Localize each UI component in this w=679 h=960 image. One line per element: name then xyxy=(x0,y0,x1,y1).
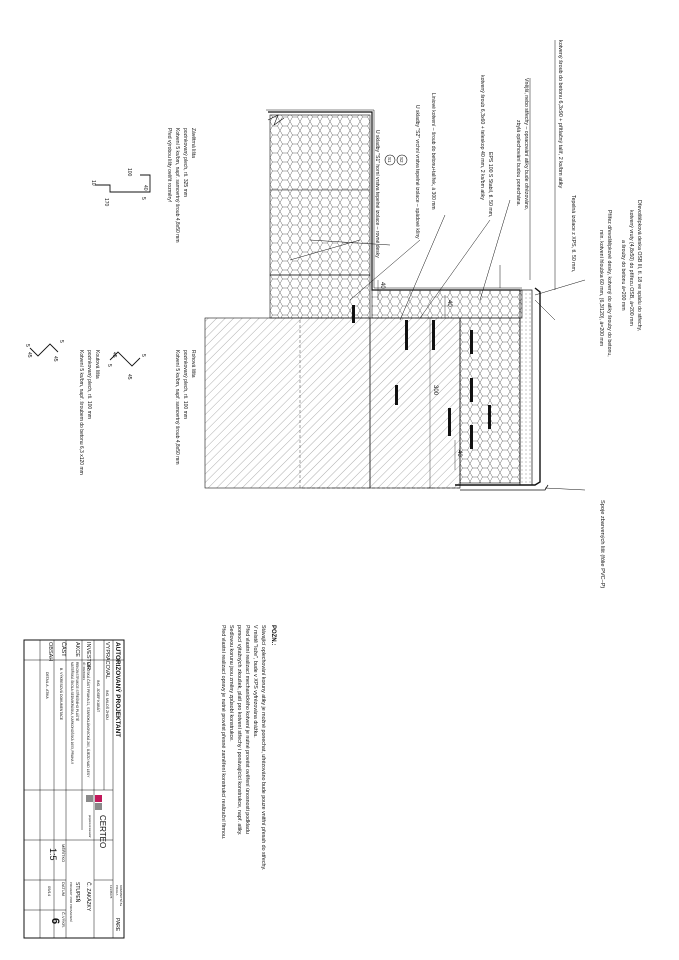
svg-text:S1: S1 xyxy=(387,157,392,163)
tb-meritko-label: MĚŘÍTKO xyxy=(61,844,66,863)
tb-obsah-value: DETAIL A - ATIKA xyxy=(45,672,49,699)
svg-text:5: 5 xyxy=(106,364,112,367)
concrete-slab xyxy=(205,318,370,488)
osb-board xyxy=(520,290,532,485)
svg-text:pozinkovaný plech, rš. 100 mm: pozinkovaný plech, rš. 100 mm xyxy=(86,350,92,419)
dim-40-b: 40 xyxy=(456,450,462,457)
svg-text:10: 10 xyxy=(90,180,96,186)
callout-kotveny-teleskop: kotvený šroub 6,3x60 + teleskop 40 mm, 2 ks/bm atiky xyxy=(479,75,485,200)
profile-zavetrna-title: Závětrná lišta xyxy=(190,128,196,159)
svg-text:5: 5 xyxy=(58,340,64,343)
tb-header-name: ING. MILOŠ ZHOU xyxy=(105,690,109,720)
tb-akce-line2: MATEŘSKÁ ŠKOLA SEDMIKRÁSKA, KARKONOŠSKÁ 1653, PRAHA 9 xyxy=(70,662,74,764)
notes-title: POZN.: xyxy=(270,625,276,646)
note-3: Před vlastní realizací mechanického kotvení je nutné provést ověření únosnosti podkladu xyxy=(244,625,250,834)
svg-text:45: 45 xyxy=(126,374,132,380)
svg-text:45: 45 xyxy=(52,356,58,362)
svg-text:pozinkovaný plech, rš. 325 mm: pozinkovaný plech, rš. 325 mm xyxy=(182,128,188,197)
tb-zakazka-label: Č. ZAKÁZKY xyxy=(85,882,91,912)
callout-vnejsi: Vnější, nebo střechy – opracování atiky bude ofrézováno, xyxy=(523,78,529,211)
svg-text:5: 5 xyxy=(140,197,146,200)
svg-text:Kotvení 5 ks/bm, např. samovrt: Kotvení 5 ks/bm, např. samovrtný šroub 4,8x50 mm xyxy=(174,128,180,243)
svg-text:PRAHA: PRAHA xyxy=(115,885,119,896)
svg-text:Kotvení 5 ks/bm, např. šroubem: Kotvení 5 ks/bm, např. šroubem do betonu 6,3 x120 mm xyxy=(78,350,84,475)
svg-text:40: 40 xyxy=(142,185,148,191)
svg-text:45: 45 xyxy=(26,352,32,358)
profile-zavetrna xyxy=(90,128,196,243)
profile-koutova-title: Koutová lišta xyxy=(94,350,100,379)
svg-text:12345678: 12345678 xyxy=(109,885,113,899)
note-4: pomocí výtažných zkoušek, platí pro kotvení střechy i ponávajícící konstrukce, např. atiky. xyxy=(236,625,242,836)
svg-text:KOMUNITNÍ 8a: KOMUNITNÍ 8a xyxy=(119,885,123,907)
tb-investor-label: INVESTOR xyxy=(85,642,91,671)
callout-osb-2: kotvený vruty (4,8x50) do přířezu OSB, á=200 mm xyxy=(628,210,634,326)
tb-investor-ic: IČ: 00240923 xyxy=(82,662,86,681)
callout-s1: U skladby "S1" horní vrstva tepelné izolace – rovné desky xyxy=(374,130,380,258)
tb-cvykr-label: Č.VÝKR. xyxy=(61,912,66,929)
note-5: Sedlovou korunu jsou změny způsobí konstrukce. xyxy=(228,625,234,742)
atika-section-drawing xyxy=(205,40,642,588)
svg-text:Kotvení 5 ks/bm, např. samovrt: Kotvení 5 ks/bm, např. samovrtný šroub 4,8x50 mm xyxy=(174,350,180,465)
callout-osb: Dřevoštěpková deska OSB III, tl. 18 ve spádu do střechy, xyxy=(636,200,642,332)
svg-text:S2: S2 xyxy=(399,157,404,163)
tb-investor-value: MĚSTSKÁ ČÁST PRAHA 21, STAROKLÁNOVICKÁ 260, ÚJEZD NAD LESY xyxy=(86,662,90,778)
tb-cvykr-value: 6 xyxy=(49,918,61,925)
note-1: Stávající oplechování koruny atiky je možné ponechat, ufrézováno bude pouze vnitřní přesah do střechy. xyxy=(260,625,266,871)
svg-text:Před výrobou lišty ověřit rozm: Před výrobou lišty ověřit rozměry! xyxy=(166,128,172,203)
layer-markers xyxy=(385,155,407,165)
tb-stupen-value: PROJEKT PRO PROVEDENÍ xyxy=(69,882,73,922)
profile-rohova xyxy=(106,350,196,465)
title-block xyxy=(24,640,124,938)
tb-akce-label: AKCE xyxy=(74,642,80,657)
note-2: V místě "lože", bude v XPS vyfrézována drážka. xyxy=(252,625,258,738)
svg-text:45: 45 xyxy=(111,352,117,358)
roof-insulation-upper xyxy=(270,115,370,275)
callout-vnejsi-2: zbylá oplechování budou ponechána. xyxy=(515,120,521,206)
profile-rohova-title: Rohová lišta xyxy=(190,350,196,378)
tb-pare-label: PARE xyxy=(114,918,120,932)
svg-text:5: 5 xyxy=(140,354,146,357)
callout-prirez-2: min. kotvení hloubka 60 mm, (6,3/120), á=200 mm xyxy=(598,230,604,347)
callout-kotveny-sroub: kotvený šroub do betonu 6,3x90 + přítlačný talíř, 2 ks/bm atiky xyxy=(557,40,563,189)
concrete-wall xyxy=(370,318,460,488)
notes-block xyxy=(220,625,276,870)
tb-meritko-value: 1:5 xyxy=(48,848,58,861)
note-6: Před vlastní realizací opravy je nutné provést přesné zaměření konstrukcí realizační firmou. xyxy=(220,625,226,840)
dim-40-a: 40 xyxy=(446,300,452,307)
tb-cast-label: ČÁST xyxy=(60,642,66,657)
svg-text:5: 5 xyxy=(24,344,30,347)
dim-40-c: 40 xyxy=(379,282,385,289)
dim-300: 300 xyxy=(432,385,438,396)
profile-zavetrna-shape xyxy=(95,175,150,192)
callout-spoje: Spoje zbarvených lišt (fólie PVC–P) xyxy=(599,500,605,589)
profile-koutova-shape xyxy=(30,344,58,356)
tb-vypracoval-name: ING. JOSEF KUBÁT xyxy=(96,680,100,713)
tb-obsah-label: OBSAH xyxy=(47,642,53,662)
tb-header: AUTORIZOVANÝ PROJEKTANT xyxy=(114,642,121,738)
tb-stupen-label: STUPEŇ xyxy=(74,882,80,903)
callout-eps: EPS 100 S Stabil, tl. 50 mm, xyxy=(487,152,493,218)
tb-cast-value: B. VÝKRESOVÁ DOKUMENTACE xyxy=(59,668,63,721)
svg-text:projektová kancelář: projektová kancelář xyxy=(88,815,91,838)
tb-datum-label: DATUM xyxy=(61,882,66,896)
svg-text:100: 100 xyxy=(126,168,132,177)
callout-s2: U skladby "S2" vrchní vrstva tepelné izolace – spádové klíny xyxy=(414,105,420,239)
tb-datum-value: 09/14 xyxy=(47,886,52,897)
callout-xps: Tepelná izolace z XPS, tl. 50 mm, xyxy=(570,195,576,273)
svg-text:pozinkovaný plech, rš. 100 mm: pozinkovaný plech, rš. 100 mm xyxy=(182,350,188,419)
callout-prirez: Přířez dřevoštěpkové desky, kotvený do atiky šrouby do betonu, xyxy=(606,210,612,357)
callout-liniove: Liniové kotvení – šroub do betonu+talířek, á 300 mm xyxy=(430,93,436,210)
tb-vypracoval-label: VYPRACOVAL xyxy=(104,642,110,679)
callout-osb-3: a šrouby do betonu á=200 mm xyxy=(620,240,626,311)
profile-koutova xyxy=(24,340,100,475)
tb-akce-line1: REKONSTRUKCE STŘEŠNÍHO PLÁŠTĚ xyxy=(75,662,79,722)
attic-insulation-outer xyxy=(460,318,520,483)
svg-text:CERTEO: CERTEO xyxy=(98,815,107,849)
svg-text:170: 170 xyxy=(103,198,109,207)
